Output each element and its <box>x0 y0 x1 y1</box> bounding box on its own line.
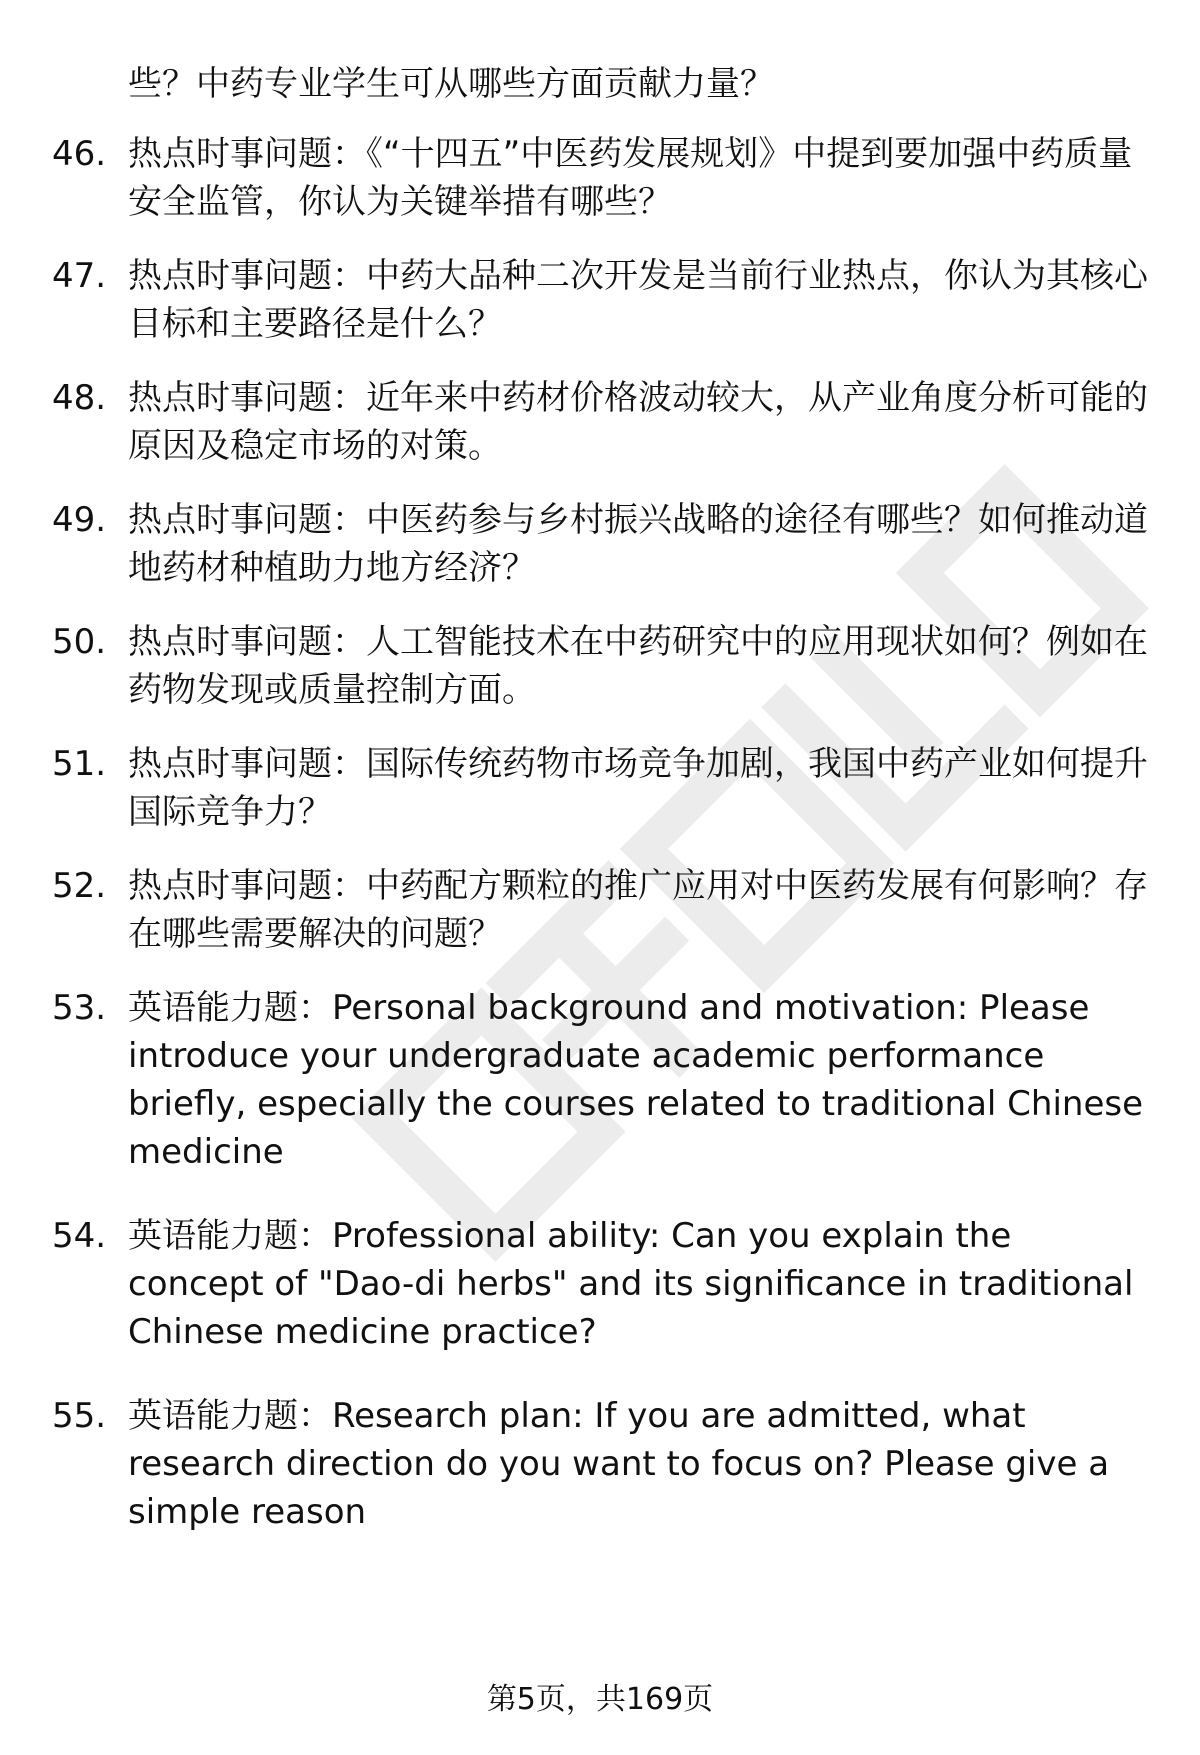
question-text: 英语能力题：Research plan: If you are admitted, what research direction do you want to focus on? Please give a simple reason <box>128 1396 1110 1532</box>
question-text: 热点时事问题：中药配方颗粒的推广应用对中医药发展有何影响？存在哪些需要解决的问题？ <box>128 866 1148 954</box>
question-number: 55. <box>52 1396 107 1436</box>
question-text: 热点时事问题：近年来中药材价格波动较大，从产业角度分析可能的原因及稳定市场的对策。 <box>128 378 1148 466</box>
continuation-text: 些？中药专业学生可从哪些方面贡献力量？ <box>128 64 774 104</box>
question-number: 47. <box>52 256 107 296</box>
question-number: 54. <box>52 1216 107 1256</box>
question-text: 热点时事问题：中药大品种二次开发是当前行业热点，你认为其核心目标和主要路径是什么？ <box>128 256 1148 344</box>
question-text: 热点时事问题：人工智能技术在中药研究中的应用现状如何？例如在药物发现或质量控制方面。 <box>128 622 1148 710</box>
question-number: 48. <box>52 378 107 418</box>
question-number: 50. <box>52 622 107 662</box>
question-number: 49. <box>52 500 107 540</box>
question-number: 52. <box>52 866 107 906</box>
question-text: 热点时事问题：中医药参与乡村振兴战略的途径有哪些？如何推动道地药材种植助力地方经济？ <box>128 500 1148 588</box>
question-text: 英语能力题：Professional ability: Can you explain the concept of "Dao-di herbs" and its significance in traditional Chinese medicine practice? <box>128 1216 1134 1352</box>
question-text: 热点时事问题：国际传统药物市场竞争加剧，我国中药产业如何提升国际竞争力？ <box>128 744 1148 832</box>
question-number: 51. <box>52 744 107 784</box>
question-text: 热点时事问题：《“十四五”中医药发展规划》中提到要加强中药质量安全监管，你认为关键举措有哪些？ <box>128 134 1133 222</box>
question-number: 46. <box>52 134 107 174</box>
page-footer: 第5页，共169页 <box>486 1682 714 1717</box>
question-text: 英语能力题：Personal background and motivation: Please introduce your undergraduate academic performance briefly, especially the courses related to traditional Chinese medicine <box>128 988 1144 1172</box>
question-number: 53. <box>52 988 107 1028</box>
